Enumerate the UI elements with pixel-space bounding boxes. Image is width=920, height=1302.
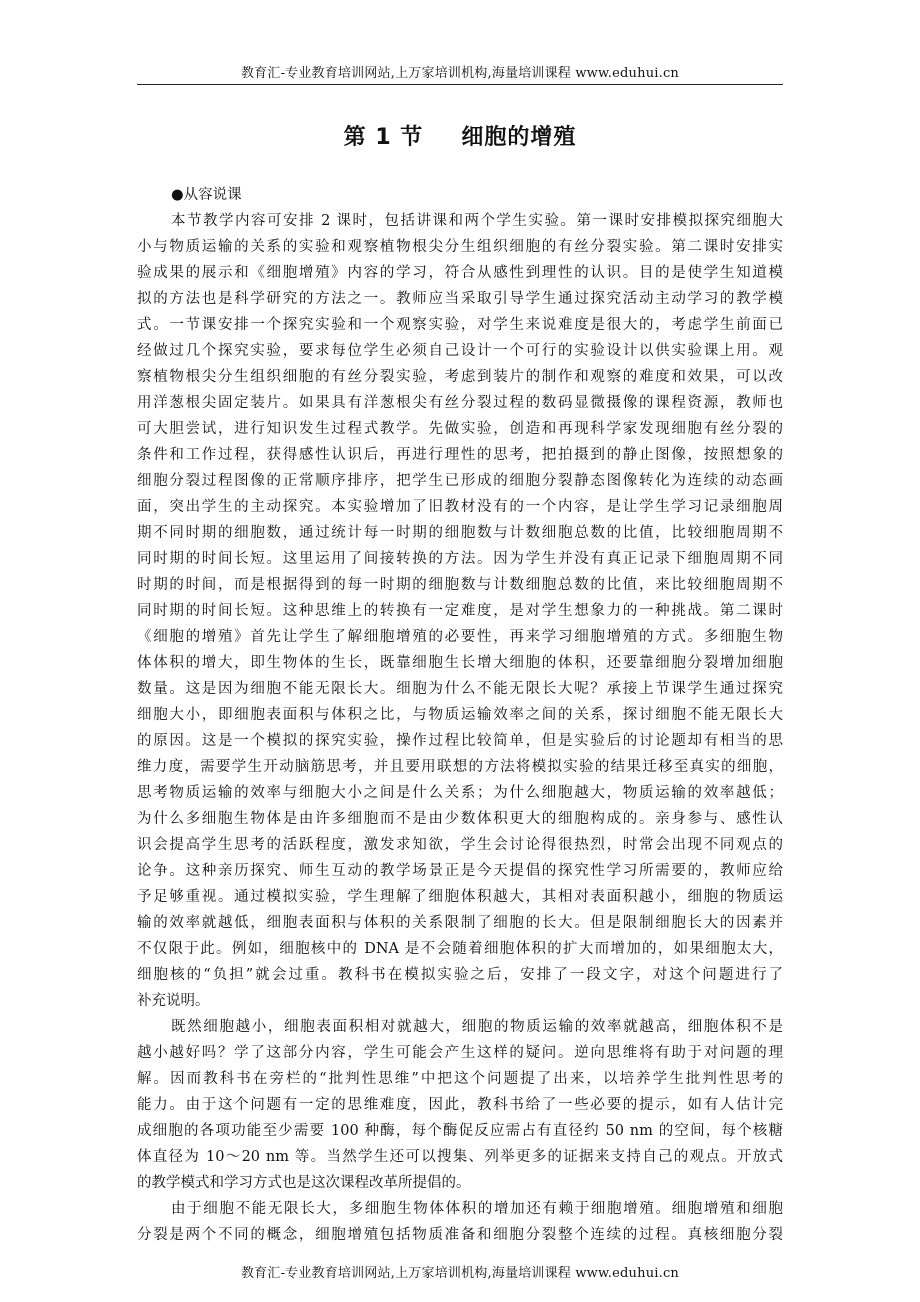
- text-line: 为什么多细胞生物体是由许多细胞而不是由少数体积更大的细胞构成的。亲身参与、感性认: [137, 811, 783, 827]
- text-line: 拟的方法也是科学研究的方法之一。教师应当采取引导学生通过探究活动主动学习的教学模: [137, 291, 783, 307]
- text-line: 条件和工作过程，获得感性认识后，再进行理性的思考，把拍摄到的静止图像，按照想象的: [137, 447, 783, 463]
- text-line: 《细胞的增殖》首先让学生了解细胞增殖的必要性，再来学习细胞增殖的方式。多细胞生物: [137, 629, 783, 645]
- text-line: 越小越好吗？学了这部分内容，学生可能会产生这样的疑问。逆向思维将有助于对问题的理: [137, 1045, 783, 1061]
- text-line: 体直径为 10～20 nm 等。当然学生还可以搜集、列举更多的证据来支持自己的观点。开放式: [137, 1149, 783, 1165]
- text-line: 解。因而教科书在旁栏的“批判性思维”中把这个问题提了出来，以培养学生批判性思考的: [137, 1071, 783, 1087]
- page-footer: 教育汇-专业教育培训网站,上万家培训机构,海量培训课程 www.eduhui.cn: [240, 1266, 680, 1281]
- paragraph: [137, 1196, 783, 1248]
- text-line: 维力度，需要学生开动脑筋思考，并且要用联想的方法将模拟实验的结果迁移至真实的细胞，: [137, 759, 783, 775]
- text-line: 式。一节课安排一个探究实验和一个观察实验，对学生来说难度是很大的，考虑学生前面已: [137, 317, 783, 333]
- text-line: 不仅限于此。例如，细胞核中的 DNA 是不会随着细胞体积的扩大而增加的，如果细胞太大，: [137, 941, 783, 957]
- text-line: 识会提高学生思考的活跃程度，激发求知欲，学生会讨论得很热烈，时常会出现不同观点的: [137, 837, 783, 853]
- text-line: 体体积的增大，即生物体的生长，既靠细胞生长增大细胞的体积，还要靠细胞分裂增加细胞: [137, 655, 783, 671]
- paragraph: [137, 208, 783, 1014]
- text-line: 论争。这种亲历探究、师生互动的教学场景正是今天提倡的探究性学习所需要的，教师应给: [137, 863, 783, 879]
- text-line: 补充说明。: [137, 993, 210, 1009]
- text-line: 成细胞的各项功能至少需要 100 种酶，每个酶促反应需占有直径约 50 nm 的空间，每个核糖: [137, 1123, 783, 1139]
- text-line: 时期的时间，而是根据得到的每一时期的细胞数与计数细胞总数的比值，来比较细胞周期不: [137, 577, 783, 593]
- text-line: 察植物根尖分生组织细胞的有丝分裂实验，考虑到装片的制作和观察的难度和效果，可以改: [137, 369, 783, 385]
- text-line: 能力。由于这个问题有一定的思维难度，因此，教科书给了一些必要的提示，如有人估计完: [137, 1097, 783, 1113]
- text-line: 细胞大小，即细胞表面积与体积之比，与物质运输效率之间的关系，探讨细胞不能无限长大: [137, 707, 783, 723]
- paragraphs: [137, 208, 783, 1248]
- text-line: 既然细胞越小，细胞表面积相对就越大，细胞的物质运输的效率就越高，细胞体积不是: [171, 1019, 783, 1035]
- text-line: 输的效率就越低，细胞表面积与体积的关系限制了细胞的长大。但是限制细胞长大的因素并: [137, 915, 783, 931]
- text-line: 验成果的展示和《细胞增殖》内容的学习，符合从感性到理性的认识。目的是使学生知道模: [137, 265, 783, 281]
- text-line: 细胞分裂过程图像的正常顺序排序，把学生已形成的细胞分裂静态图像转化为连续的动态画: [137, 473, 783, 489]
- body-content: [137, 182, 783, 1248]
- text-line: 分裂是两个不同的概念，细胞增殖包括物质准备和细胞分裂整个连续的过程。真核细胞分裂: [137, 1227, 783, 1243]
- text-line: 数量。这是因为细胞不能无限长大。细胞为什么不能无限长大呢？承接上节课学生通过探究: [137, 681, 783, 697]
- text-line: 予足够重视。通过模拟实验，学生理解了细胞体积越大，其相对表面积越小，细胞的物质运: [137, 889, 783, 905]
- text-line: 同时期的时间长短。这里运用了间接转换的方法。因为学生并没有真正记录下细胞周期不同: [137, 551, 783, 567]
- paragraph: [137, 1014, 783, 1196]
- text-line: 的原因。这是一个模拟的探究实验，操作过程比较简单，但是实验后的讨论题却有相当的思: [137, 733, 783, 749]
- section-title: [0, 120, 920, 151]
- section-heading: ●从容说课: [171, 187, 242, 203]
- text-line: 用洋葱根尖固定装片。如果具有洋葱根尖有丝分裂过程的数码显微摄像的课程资源，教师也: [137, 395, 783, 411]
- header-divider: [137, 84, 783, 85]
- text-line: 可大胆尝试，进行知识发生过程式教学。先做实验，创造和再现科学家发现细胞有丝分裂的: [137, 421, 783, 437]
- section-name: 细胞的增殖: [461, 125, 577, 150]
- text-line: 思考物质运输的效率与细胞大小之间是什么关系；为什么细胞越大，物质运输的效率越低；: [137, 785, 783, 801]
- text-line: 经做过几个探究实验，要求每位学生必须自己设计一个可行的实验设计以供实验课上用。观: [137, 343, 783, 359]
- text-line: 由于细胞不能无限长大，多细胞生物体体积的增加还有赖于细胞增殖。细胞增殖和细胞: [171, 1201, 783, 1217]
- page-header: 教育汇-专业教育培训网站,上万家培训机构,海量培训课程 www.eduhui.cn: [240, 66, 680, 81]
- text-line: 细胞核的“负担”就会过重。教科书在模拟实验之后，安排了一段文字，对这个问题进行了: [137, 967, 783, 983]
- text-line: 面，突出学生的主动探究。本实验增加了旧教材没有的一个内容，是让学生学习记录细胞周: [137, 499, 783, 515]
- text-line: 期不同时期的细胞数，通过统计每一时期的细胞数与计数细胞总数的比值，比较细胞周期不: [137, 525, 783, 541]
- text-line: 的教学模式和学习方式也是这次课程改革所提倡的。: [137, 1175, 471, 1191]
- text-line: 同时期的时间长短。这种思维上的转换有一定难度，是对学生想象力的一种挑战。第二课时: [137, 603, 783, 619]
- text-line: 本节教学内容可安排 2 课时，包括讲课和两个学生实验。第一课时安排模拟探究细胞大: [171, 213, 783, 229]
- text-line: 小与物质运输的关系的实验和观察植物根尖分生组织细胞的有丝分裂实验。第二课时安排实: [137, 239, 783, 255]
- section-number: 第 1 节: [343, 125, 424, 150]
